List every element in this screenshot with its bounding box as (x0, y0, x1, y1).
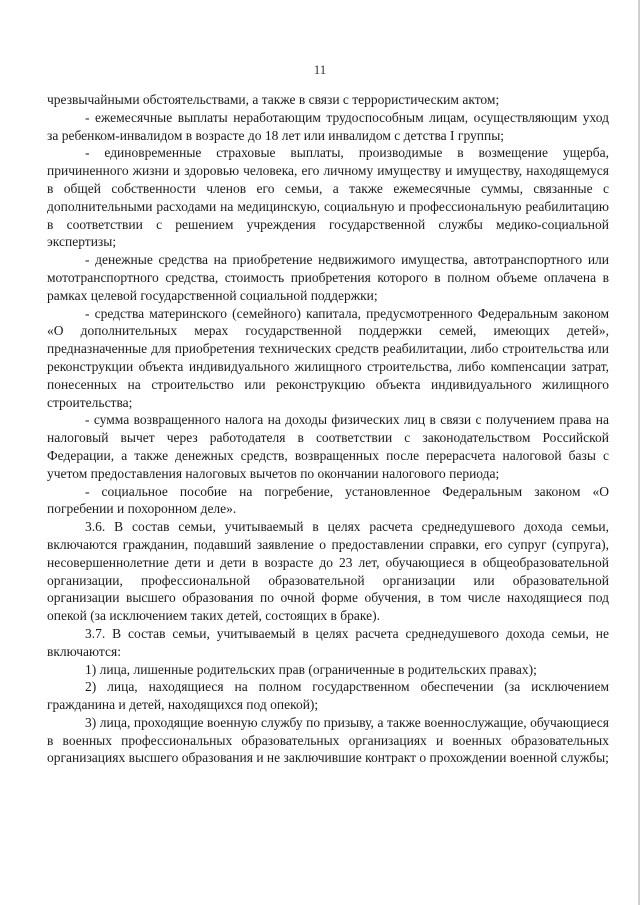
paragraph-maternity-capital: - средства материнского (семейного) капитала, предусмотренного Федеральным законом «О дополнительных мерах государственной поддержки семей, имеющих детей», предназначенные для приобретения технических средств реабилитации, либо строительства или реконструкции объекта индивидуального жилищного строительства, либо компенсации затрат, понесенных на строительство или реконструкцию объекта индивидуального жилищного строительства; (47, 305, 609, 410)
document-body (47, 91, 609, 767)
paragraph-insurance-payments: - единовременные страховые выплаты, производимые в возмещение ущерба, причиненного жизни и здоровью человека, его личному имуществу и имуществу, находящемуся в общей собственности членов его семьи, а также ежемесячные суммы, связанные с дополнительными расходами на медицинскую, социальную и профессиональную реабилитацию в соответствии с решением учреждения государственной службы медико-социальной экспертизы; (47, 145, 609, 250)
paragraph-tax-refund: - сумма возвращенного налога на доходы физических лиц в связи с получением права на налоговый вычет через работодателя в соответствии с законодательством Российской Федерации, а также денежных средств, возвращенных после перерасчета налоговой базы с учетом предоставления налоговых вычетов по окончании налогового периода; (47, 412, 609, 481)
page-number: 11 (313, 62, 327, 77)
list-item-3: 3) лица, проходящие военную службу по призыву, а также военнослужащие, обучающиеся в военных профессиональных образовательных организациях и военных образовательных организациях высшего образования и не заключившие контракт о прохождении военной службы; (47, 714, 609, 766)
list-item-2: 2) лица, находящиеся на полном государственном обеспечении (за исключением гражданина и детей, находящихся под опекой); (47, 679, 609, 713)
paragraph-care-payments: - ежемесячные выплаты неработающим трудоспособным лицам, осуществляющим уход за ребенком-инвалидом в возрасте до 18 лет или инвалидом с детства I группы; (47, 109, 609, 143)
paragraph-burial-allowance: - социальное пособие на погребение, установленное Федеральным законом «О погребении и похоронном деле». (47, 483, 609, 517)
paragraph-3-7: 3.7. В состав семьи, учитываемый в целях расчета среднедушевого дохода семьи, не включаются: (47, 625, 609, 659)
paragraph-3-6: 3.6. В состав семьи, учитываемый в целях расчета среднедушевого дохода семьи, включаются гражданин, подавший заявление о предоставлении справки, его супруг (супруга), несовершеннолетние дети и дети в возрасте до 23 лет, обучающиеся в общеобразовательной организации, профессиональной образовательной организации или образовательной организации высшего образования по очной форме обучения, в том числе находящиеся под опекой (за исключением таких детей, состоящих в браке). (47, 519, 609, 624)
paragraph-continuation: чрезвычайными обстоятельствами, а также в связи с террористическим актом; (47, 92, 500, 107)
list-item-1: 1) лица, лишенные родительских прав (ограниченные в родительских правах); (85, 661, 537, 677)
paragraph-property-funds: - денежные средства на приобретение недвижимого имущества, автотранспортного или мототранспортного средства, стоимость приобретения которого в полном объеме оплачена в рамках целевой государственной социальной поддержки; (47, 252, 609, 303)
